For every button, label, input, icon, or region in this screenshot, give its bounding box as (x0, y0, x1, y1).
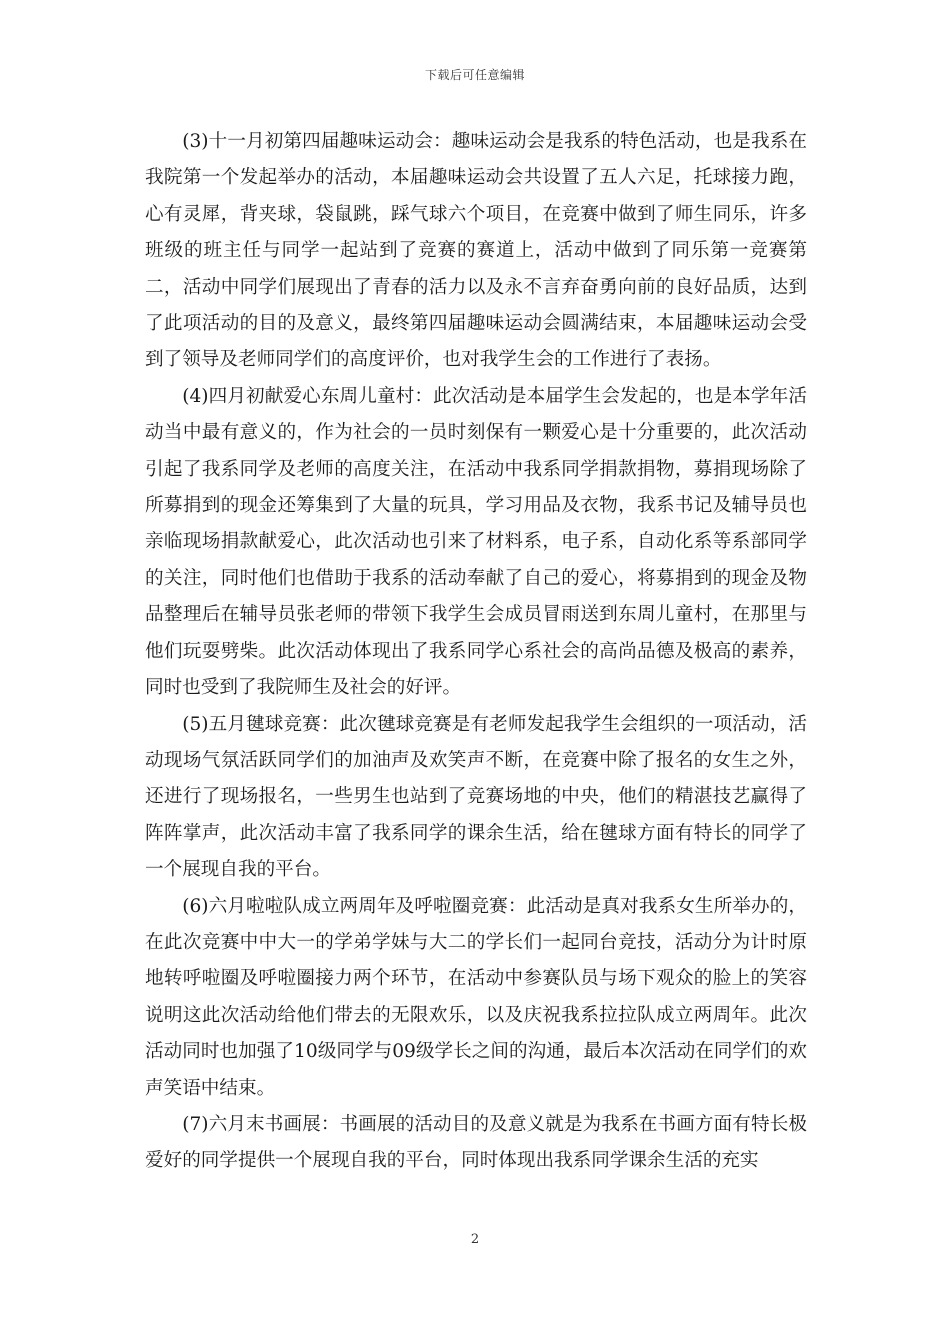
document-body (145, 124, 807, 1180)
paragraph-3-fun-sports-meet: (3)十一月初第四届趣味运动会：趣味运动会是我系的特色活动，也是我系在我院第一个发起举办的活动，本届趣味运动会共设置了五人六足，托球接力跑，心有灵犀，背夹球，袋鼠跳，踩气球六个项目，在竞赛中做到了师生同乐，许多班级的班主任与同学一起站到了竞赛的赛道上，活动中做到了同乐第一竞赛第二，活动中同学们展现出了青春的活力以及永不言弃奋勇向前的良好品质，达到了此项活动的目的及意义，最终第四届趣味运动会圆满结束，本届趣味运动会受到了领导及老师同学们的高度评价，也对我学生会的工作进行了表扬。 (145, 131, 807, 371)
paragraph-6-cheerleading-hula-hoop: (6)六月啦啦队成立两周年及呼啦圈竞赛：此活动是真对我系女生所举办的，在此次竞赛中中大一的学弟学妹与大二的学长们一起同台竞技，活动分为计时原地转呼啦圈及呼啦圈接力两个环节，在活动中参赛队员与场下观众的脸上的笑容说明这此次活动给他们带去的无限欢乐，以及庆祝我系拉拉队成立两周年。此次活动同时也加强了10级同学与09级学长之间的沟通，最后本次活动在同学们的欢声笑语中结束。 (145, 895, 807, 1099)
page-number: 2 (470, 1232, 480, 1247)
page-header: 下载后可任意编辑 (424, 68, 525, 82)
paragraph-5-shuttlecock-competition: (5)五月毽球竞赛：此次毽球竞赛是有老师发起我学生会组织的一项活动，活动现场气氛活跃同学们的加油声及欢笑声不断，在竞赛中除了报名的女生之外，还进行了现场报名，一些男生也站到了竞赛场地的中央，他们的精湛技艺赢得了阵阵掌声，此次活动丰富了我系同学的课余生活，给在毽球方面有特长的同学了一个展现自我的平台。 (145, 713, 807, 881)
paragraph-4-charity-childrens-village: (4)四月初献爱心东周儿童村：此次活动是本届学生会发起的，也是本学年活动当中最有意义的，作为社会的一员时刻保有一颗爱心是十分重要的，此次活动引起了我系同学及老师的高度关注，在活动中我系同学捐款捐物，募捐现场除了所募捐到的现金还筹集到了大量的玩具，学习用品及衣物，我系书记及辅导员也亲临现场捐款献爱心，此次活动也引来了材料系，电子系，自动化系等系部同学的关注，同时他们也借助于我系的活动奉献了自己的爱心，将募捐到的现金及物品整理后在辅导员张老师的带领下我学生会成员冒雨送到东周儿童村，在那里与他们玩耍劈柴。此次活动体现出了我系同学心系社会的高尚品德及极高的素养，同时也受到了我院师生及社会的好评。 (145, 385, 807, 699)
paragraph-7-calligraphy-exhibition: (7)六月末书画展：书画展的活动目的及意义就是为我系在书画方面有特长极爱好的同学提供一个展现自我的平台，同时体现出我系同学课余生活的充实 (145, 1113, 807, 1172)
